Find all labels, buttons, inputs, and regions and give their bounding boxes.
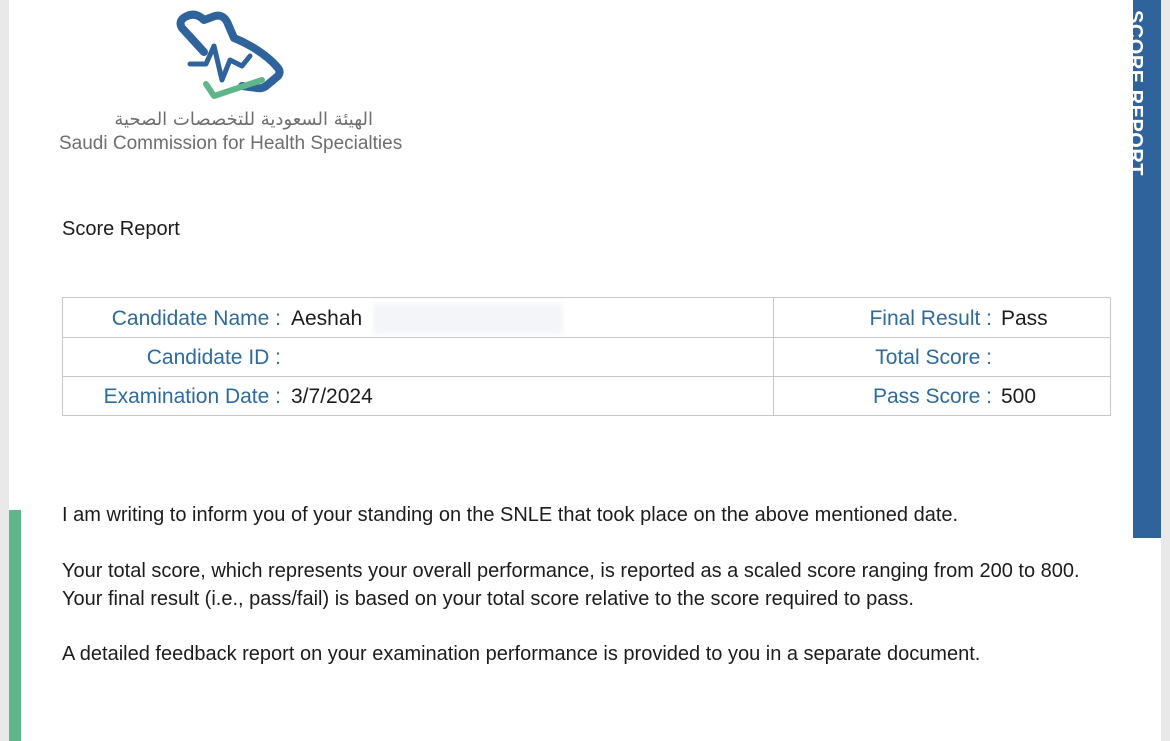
body-paragraph-1: I am writing to inform you of your standing on the SNLE that took place on the above mentioned date. — [62, 504, 959, 526]
table-row — [63, 337, 1110, 377]
candidate-name-value: Aeshah — [291, 307, 363, 330]
table-row — [63, 376, 1110, 415]
body-paragraph-3: A detailed feedback report on your examination performance is provided to you in a separate document. — [62, 643, 981, 665]
pass-score-label: Pass Score : — [872, 385, 992, 408]
logo-arabic-name: الهيئة السعودية للتخصصات الصحية — [114, 109, 373, 130]
logo-english-name: Saudi Commission for Health Specialties — [59, 133, 403, 154]
final-result-value: Pass — [1001, 307, 1048, 330]
pass-score-value: 500 — [1001, 385, 1037, 408]
exam-date-value: 3/7/2024 — [291, 385, 373, 408]
redaction-blur — [373, 304, 563, 334]
table-row — [63, 298, 1110, 338]
left-accent-bar — [9, 510, 21, 741]
total-score-label: Total Score : — [875, 346, 992, 369]
page-title: Score Report — [62, 218, 180, 240]
candidate-info-table — [62, 297, 1111, 416]
scfhs-logo-icon — [172, 8, 292, 104]
candidate-id-label: Candidate ID : — [146, 346, 281, 369]
side-band-label: SCORE REPORT — [1124, 10, 1146, 177]
exam-date-label: Examination Date : — [103, 385, 281, 408]
column-divider — [773, 298, 774, 415]
candidate-name-label: Candidate Name : — [111, 307, 281, 330]
final-result-label: Final Result : — [869, 307, 992, 330]
body-paragraph-2: Your total score, which represents your overall performance, is reported as a scaled score ranging from 200 to 800. Your final result (i.e., pass/fail) is based on your total score relative to the score required to pass. — [62, 560, 1080, 610]
